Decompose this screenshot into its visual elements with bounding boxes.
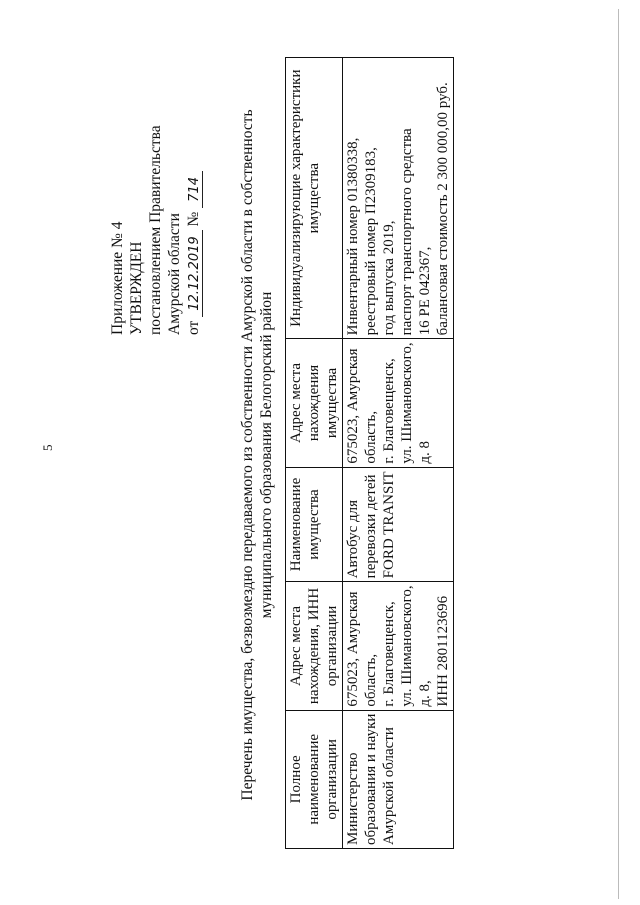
table-header-row bbox=[286, 58, 343, 849]
appendix-label: Приложение № 4 bbox=[109, 221, 126, 335]
header-characteristics: Индивидуализирующие характеристики имущества bbox=[286, 58, 343, 339]
cell-property: Автобус для перевозки детей FORD TRANSIT bbox=[343, 467, 454, 582]
title-line-2: муниципального образования Белогорский район bbox=[258, 291, 275, 619]
property-table bbox=[285, 57, 454, 849]
cell-property-address: 675023, Амурская область, г. Благовещенск, ул. Шимановского, д. 8 bbox=[343, 339, 454, 467]
decree-number: 714 bbox=[187, 171, 203, 208]
approved-label: УТВЕРЖДЕН bbox=[128, 241, 145, 335]
header-property: Наименование имущества bbox=[286, 467, 343, 582]
number-prefix: № bbox=[185, 211, 202, 227]
document-title bbox=[238, 85, 276, 825]
decree-reference bbox=[184, 35, 204, 335]
title-line-1: Перечень имущества, безвозмездно передаваемого из собственности Амурской области в собственность bbox=[239, 109, 256, 801]
approval-stamp bbox=[108, 35, 204, 335]
cell-characteristics: Инвентарный номер 01380338, реестровый номер П2309183, год выпуска 2019, паспорт транспортного средства 16 РЕ 042367, балансовая стоимость 2 300 000,00 руб. bbox=[343, 58, 454, 339]
table-row bbox=[343, 58, 454, 849]
header-property-address: Адрес места нахождения имущества bbox=[286, 339, 343, 467]
scan-edge-line bbox=[618, 9, 619, 899]
date-prefix: от bbox=[185, 320, 202, 335]
cell-org: Министерство образования и науки Амурской области bbox=[343, 710, 454, 848]
region-label: Амурской области bbox=[166, 213, 183, 335]
decree-label: постановлением Правительства bbox=[147, 125, 164, 335]
header-org-address: Адрес места нахождения, ИНН организации bbox=[286, 582, 343, 710]
page-number: 5 bbox=[40, 444, 55, 451]
header-org: Полное наименование организации bbox=[286, 710, 343, 848]
cell-org-address: 675023, Амурская область, г. Благовещенск, ул. Шимановского, д. 8, ИНН 2801123696 bbox=[343, 582, 454, 710]
decree-date: 12.12.2019 bbox=[187, 230, 203, 316]
